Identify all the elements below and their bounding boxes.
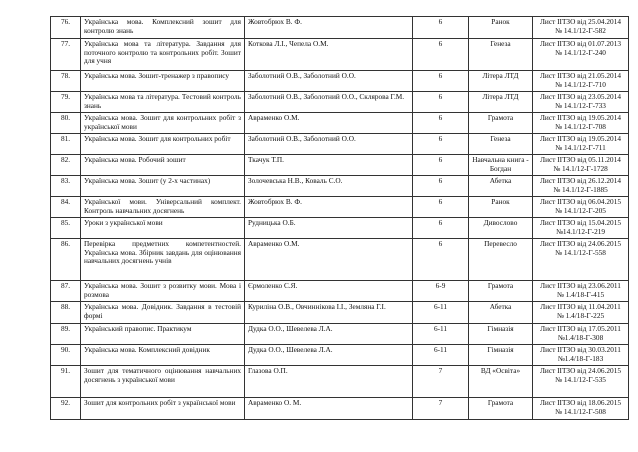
authors-cell: Заболотний О.В., Заболотний О.О. [245, 134, 413, 155]
publisher-cell: Абетка [469, 176, 533, 197]
table-row [51, 281, 629, 302]
approval-cell: Лист ІІТЗО від 05.11.2014 № 14.1/12-Г-1728 [533, 155, 629, 176]
row-number: 92. [51, 398, 81, 420]
approval-cell: Лист ІІТЗО від 15.04.2015 №14.1/12-Г-219 [533, 218, 629, 239]
row-number: 82. [51, 155, 81, 176]
approval-cell: Лист ІІТЗО від 24.06.2015 № 14.1/12-Г-535 [533, 366, 629, 398]
approval-cell: Лист ІІТЗО від 23.06.2011 № 1.4/18-Г-415 [533, 281, 629, 302]
publisher-cell: Грамота [469, 398, 533, 420]
authors-cell: Глазова О.П. [245, 366, 413, 398]
row-number: 83. [51, 176, 81, 197]
publisher-cell: Дивослово [469, 218, 533, 239]
row-number: 77. [51, 39, 81, 71]
table-row [51, 345, 629, 366]
row-number: 86. [51, 239, 81, 281]
row-number: 79. [51, 92, 81, 113]
title-cell: Українська мова. Довідник. Завдання в тестовій формі [81, 302, 245, 324]
publisher-cell: Навчальна книга - Богдан [469, 155, 533, 176]
table-row [51, 366, 629, 398]
authors-cell: Куриліна О.В., Овчиннікова І.І., Земляна Г.І. [245, 302, 413, 324]
table-row [51, 398, 629, 420]
row-number: 84. [51, 197, 81, 218]
grade-cell: 6-9 [413, 281, 469, 302]
title-cell: Українська мова. Зошит для контрольних робіт [81, 134, 245, 155]
table-row [51, 113, 629, 134]
grade-cell: 6 [413, 113, 469, 134]
grade-cell: 6 [413, 155, 469, 176]
approval-cell: Лист ІІТЗО від 01.07.2013 № 14.1/12-Г-240 [533, 39, 629, 71]
title-cell: Український правопис. Практикум [81, 324, 245, 345]
table-row [51, 134, 629, 155]
title-cell: Українська мова. Зошит (у 2-х частинах) [81, 176, 245, 197]
authors-cell: Ткачук Т.П. [245, 155, 413, 176]
table-row [51, 324, 629, 345]
approval-cell: Лист ІІТЗО від 11.04.2011 № 1.4/18-Г-225 [533, 302, 629, 324]
title-cell: Українська мова та література. Завдання для поточного контролю та контрольних робіт. Зошит для учня [81, 39, 245, 71]
textbook-table [50, 16, 629, 420]
authors-cell: Жовтобрюх В. Ф. [245, 17, 413, 39]
authors-cell: Авраменко О.М. [245, 113, 413, 134]
publisher-cell: Генеза [469, 39, 533, 71]
table-row [51, 155, 629, 176]
table-row [51, 92, 629, 113]
grade-cell: 6 [413, 197, 469, 218]
title-cell: Української мови. Універсальний комплект. Контроль навчальних досягнень [81, 197, 245, 218]
approval-cell: Лист ІІТЗО від 18.06.2015 № 14.1/12-Г-508 [533, 398, 629, 420]
table-row [51, 218, 629, 239]
grade-cell: 6 [413, 92, 469, 113]
authors-cell: Єрмоленко С.Я. [245, 281, 413, 302]
row-number: 76. [51, 17, 81, 39]
publisher-cell: Гімназія [469, 345, 533, 366]
title-cell: Українська мова. Робочий зошит [81, 155, 245, 176]
title-cell: Українська мова. Зошит-тренажер з правопису [81, 71, 245, 92]
table-row [51, 17, 629, 39]
title-cell: Зошит для тематичного оцінювання навчальних досягнень з української мови [81, 366, 245, 398]
grade-cell: 6 [413, 17, 469, 39]
grade-cell: 6 [413, 39, 469, 71]
authors-cell: Золочевська Н.В., Коваль С.О. [245, 176, 413, 197]
publisher-cell: Перевесло [469, 239, 533, 281]
authors-cell: Коткова Л.І., Чепела О.М. [245, 39, 413, 71]
publisher-cell: Ранок [469, 197, 533, 218]
row-number: 91. [51, 366, 81, 398]
row-number: 85. [51, 218, 81, 239]
grade-cell: 6-11 [413, 302, 469, 324]
approval-cell: Лист ІІТЗО від 19.05.2014 № 14.1/12-Г-711 [533, 134, 629, 155]
approval-cell: Лист ІІТЗО від 19.05.2014 № 14.1/12-Г-708 [533, 113, 629, 134]
authors-cell: Заболотний О.В., Заболотний О.О., Склярова Г.М. [245, 92, 413, 113]
authors-cell: Авраменко О. М. [245, 398, 413, 420]
authors-cell: Дудка О.О., Шевелева Л.А. [245, 324, 413, 345]
table-row [51, 176, 629, 197]
title-cell: Українська мова. Комплексний зошит для контролю знань [81, 17, 245, 39]
row-number: 87. [51, 281, 81, 302]
authors-cell: Рудницька О.Б. [245, 218, 413, 239]
authors-cell: Заболотний О.В., Заболотний О.О. [245, 71, 413, 92]
publisher-cell: Літера ЛТД [469, 92, 533, 113]
publisher-cell: ВД «Освіта» [469, 366, 533, 398]
approval-cell: Лист ІІТЗО від 06.04.2015 № 14.1/12-Г-205 [533, 197, 629, 218]
title-cell: Уроки з української мови [81, 218, 245, 239]
grade-cell: 6-11 [413, 324, 469, 345]
grade-cell: 6 [413, 134, 469, 155]
authors-cell: Авраменко О.М. [245, 239, 413, 281]
row-number: 88. [51, 302, 81, 324]
title-cell: Зошит для контрольних робіт з української мови [81, 398, 245, 420]
publisher-cell: Ранок [469, 17, 533, 39]
publisher-cell: Літера ЛТД [469, 71, 533, 92]
approval-cell: Лист ІІТЗО від 17.05.2011 №1.4/18-Г-308 [533, 324, 629, 345]
grade-cell: 6 [413, 176, 469, 197]
grade-cell: 7 [413, 398, 469, 420]
approval-cell: Лист ІІТЗО від 24.06.2015 № 14.1/12-Г-558 [533, 239, 629, 281]
table-row [51, 39, 629, 71]
approval-cell: Лист ІІТЗО від 26.12.2014 № 14.1/12-Г-1885 [533, 176, 629, 197]
title-cell: Українська мова. Зошит для контрольних робіт з української мови [81, 113, 245, 134]
row-number: 81. [51, 134, 81, 155]
publisher-cell: Гімназія [469, 324, 533, 345]
grade-cell: 6 [413, 239, 469, 281]
publisher-cell: Грамота [469, 281, 533, 302]
title-cell: Українська мова та література. Тестовий контроль знань [81, 92, 245, 113]
grade-cell: 7 [413, 366, 469, 398]
publisher-cell: Абетка [469, 302, 533, 324]
authors-cell: Жовтобрюх В. Ф. [245, 197, 413, 218]
table-row [51, 302, 629, 324]
grade-cell: 6-11 [413, 345, 469, 366]
row-number: 80. [51, 113, 81, 134]
row-number: 78. [51, 71, 81, 92]
title-cell: Перевірка предметних компетентностей. Українська мова. Збірник завдань для оцінювання навчальних досягнень учнів [81, 239, 245, 281]
table-row [51, 197, 629, 218]
approval-cell: Лист ІІТЗО від 30.03.2011 №1.4/18-Г-183 [533, 345, 629, 366]
row-number: 90. [51, 345, 81, 366]
publisher-cell: Генеза [469, 134, 533, 155]
approval-cell: Лист ІІТЗО від 23.05.2014 № 14.1/12-Г-733 [533, 92, 629, 113]
title-cell: Українська мова. Комплексний довідник [81, 345, 245, 366]
table-row [51, 71, 629, 92]
authors-cell: Дудка О.О., Шевелева Л.А. [245, 345, 413, 366]
publisher-cell: Грамота [469, 113, 533, 134]
grade-cell: 6 [413, 218, 469, 239]
approval-cell: Лист ІІТЗО від 25.04.2014 № 14.1/12-Г-582 [533, 17, 629, 39]
approval-cell: Лист ІІТЗО від 21.05.2014 № 14.1/12-Г-710 [533, 71, 629, 92]
table-row [51, 239, 629, 281]
title-cell: Українська мова. Зошит з розвитку мови. Мова і розмова [81, 281, 245, 302]
grade-cell: 6 [413, 71, 469, 92]
row-number: 89. [51, 324, 81, 345]
